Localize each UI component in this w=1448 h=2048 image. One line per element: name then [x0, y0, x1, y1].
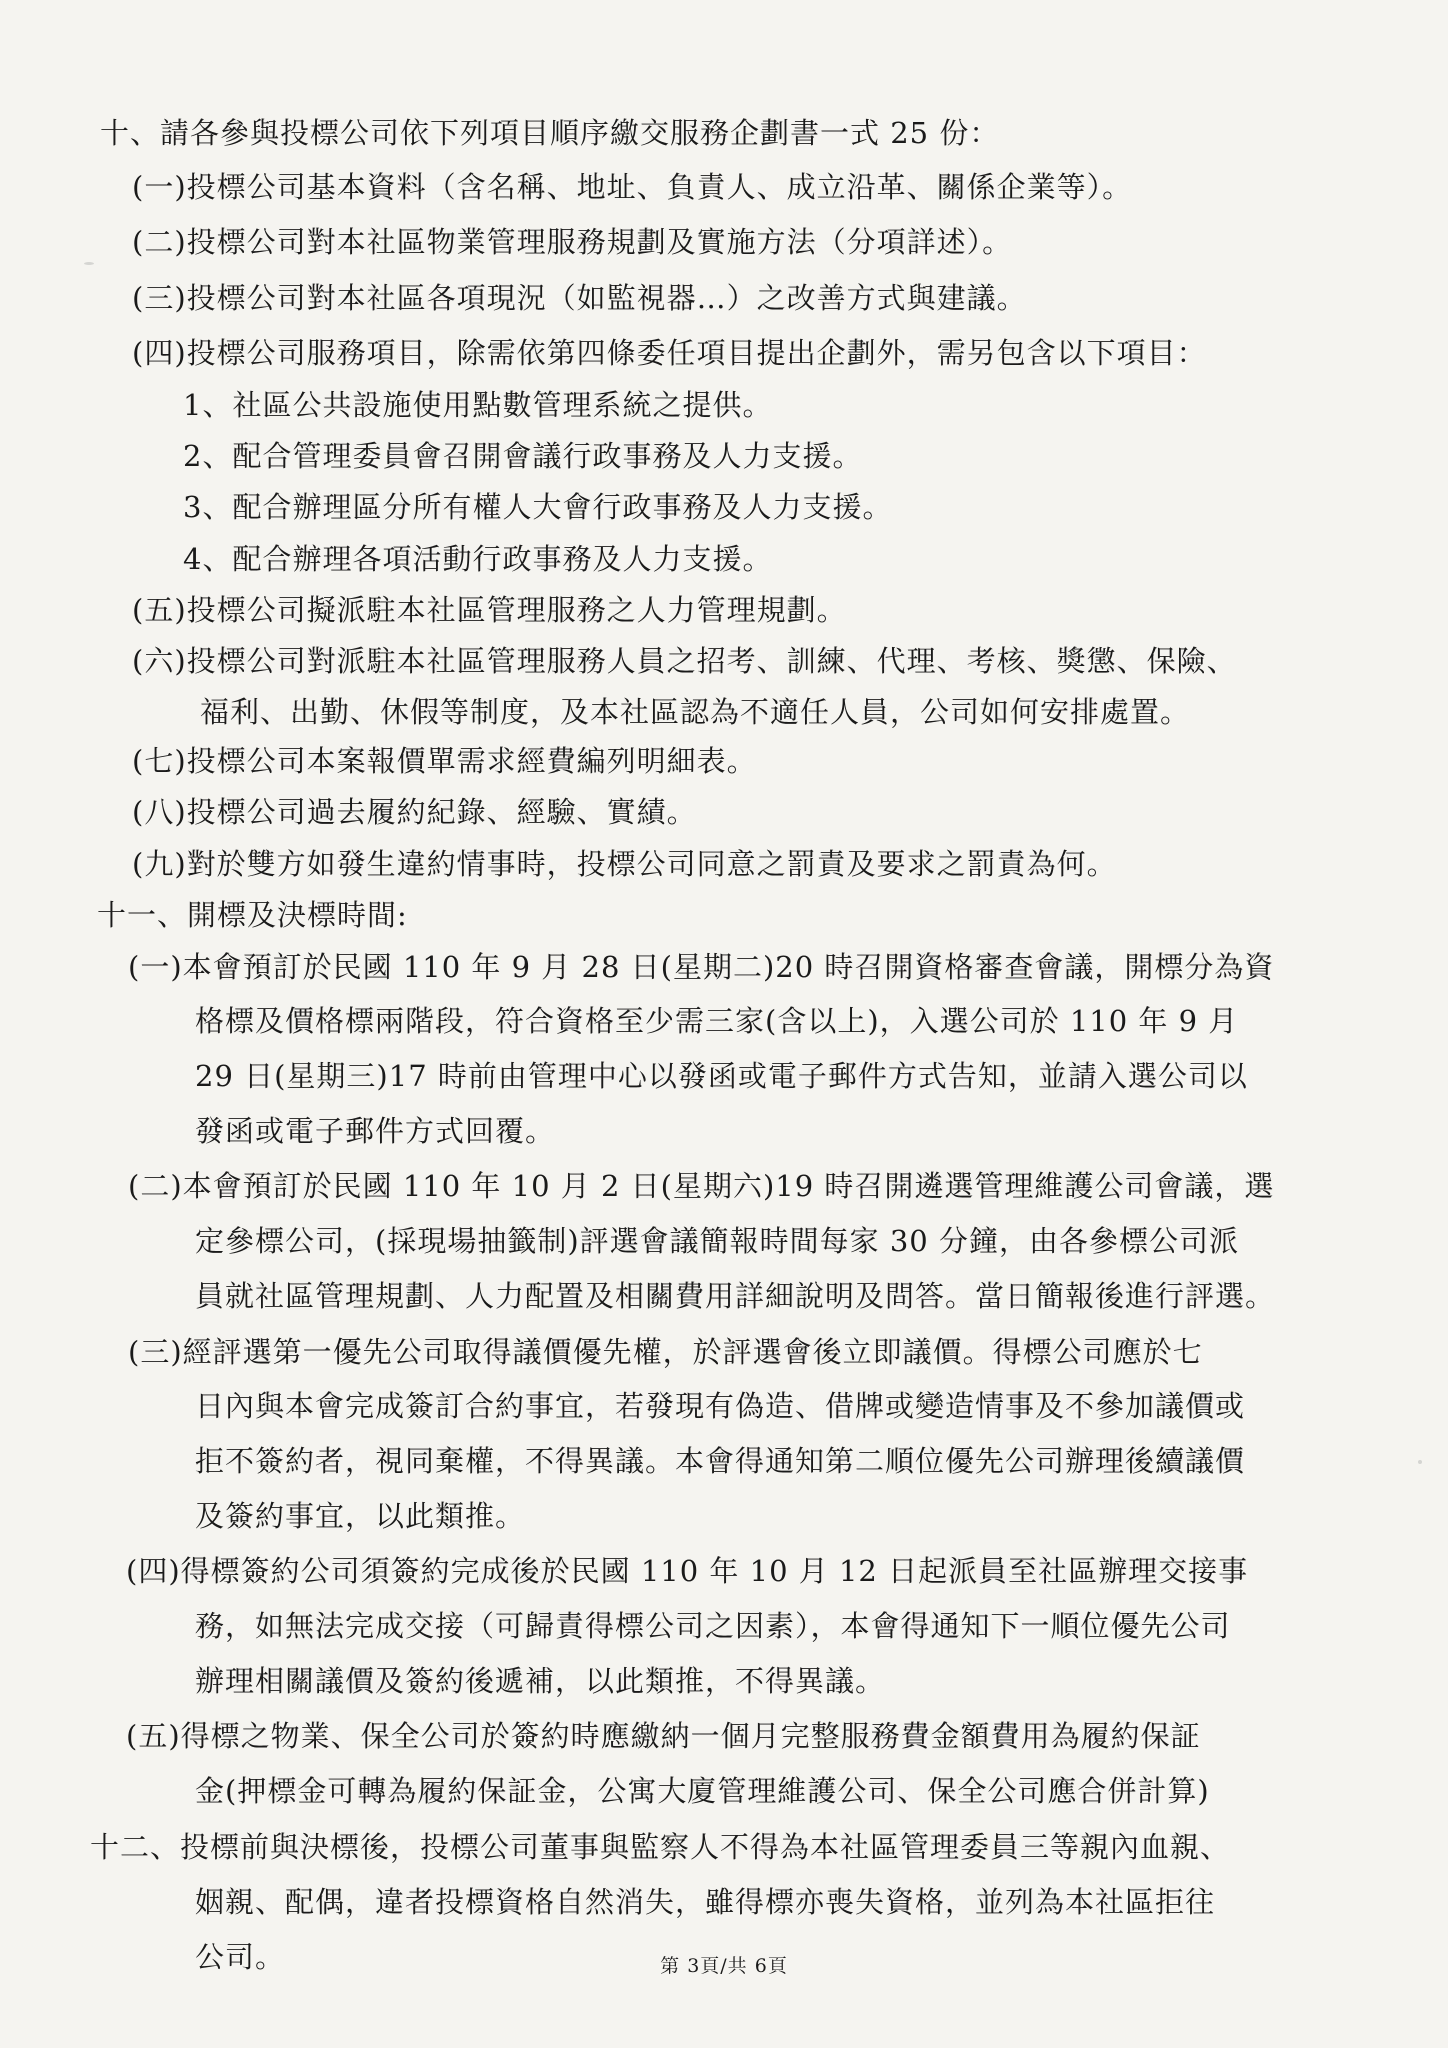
list-item: (二)本會預訂於民國 110 年 10 月 2 日(星期六)19 時召開遴選管理維護公司會議，選 [128, 1169, 1275, 1203]
list-item: (五)得標之物業、保全公司於簽約時應繳納一個月完整服務費金額費用為履約保証 [126, 1719, 1201, 1753]
list-item-continuation: 姻親、配偶，違者投標資格自然消失，雖得標亦喪失資格，並列為本社區拒往 [195, 1885, 1216, 1919]
sub-list-item: 3、配合辦理區分所有權人大會行政事務及人力支援。 [183, 490, 893, 524]
scan-speck [1418, 1460, 1422, 1464]
list-item: (六)投標公司對派駐本社區管理服務人員之招考、訓練、代理、考核、獎懲、保險、 [132, 644, 1237, 678]
list-item-continuation: 日內與本會完成簽訂合約事宜，若發現有偽造、借牌或變造情事及不參加議價或 [195, 1389, 1246, 1423]
list-item-continuation: 員就社區管理規劃、人力配置及相關費用詳細說明及問答。當日簡報後進行評選。 [195, 1279, 1276, 1313]
list-item-continuation: 辦理相關議價及簽約後遞補，以此類推，不得異議。 [195, 1664, 886, 1698]
scan-speck [84, 262, 94, 265]
sub-list-item: 2、配合管理委員會召開會議行政事務及人力支援。 [183, 439, 863, 473]
list-item-continuation: 29 日(星期三)17 時前由管理中心以發函或電子郵件方式告知，並請入選公司以 [195, 1059, 1248, 1093]
section-10-heading: 十、請各參與投標公司依下列項目順序繳交服務企劃書一式 25 份： [100, 116, 1000, 150]
list-item: (二)投標公司對本社區物業管理服務規劃及實施方法（分項詳述）。 [132, 225, 1013, 259]
list-item: (八)投標公司過去履約紀錄、經驗、實績。 [132, 795, 697, 829]
list-item: (四)投標公司服務項目，除需依第四條委任項目提出企劃外，需另包含以下項目： [132, 336, 1207, 370]
list-item: (一)本會預訂於民國 110 年 9 月 28 日(星期二)20 時召開資格審查會議，開標分為資 [128, 950, 1275, 984]
sub-list-item: 4、配合辦理各項活動行政事務及人力支援。 [183, 542, 773, 576]
list-item: (四)得標簽約公司須簽約完成後於民國 110 年 10 月 12 日起派員至社區辦理交接事 [126, 1554, 1249, 1588]
list-item-continuation: 拒不簽約者，視同棄權，不得異議。本會得通知第二順位優先公司辦理後續議價 [195, 1444, 1246, 1478]
list-item: (五)投標公司擬派駐本社區管理服務之人力管理規劃。 [132, 593, 847, 627]
list-item: (九)對於雙方如發生違約情事時，投標公司同意之罰責及要求之罰責為何。 [132, 847, 1117, 881]
list-item: (三)經評選第一優先公司取得議價優先權，於評選會後立即議價。得標公司應於七 [128, 1335, 1203, 1369]
list-item-continuation: 格標及價格標兩階段，符合資格至少需三家(含以上)，入選公司於 110 年 9 月 [195, 1004, 1239, 1038]
list-item: (三)投標公司對本社區各項現況（如監視器…）之改善方式與建議。 [132, 281, 1027, 315]
sub-list-item: 1、社區公共設施使用點數管理系統之提供。 [183, 388, 773, 422]
page-number-text: 第 3頁/共 6頁 [660, 1955, 788, 1977]
list-item-continuation: 福利、出勤、休假等制度，及本社區認為不適任人員，公司如何安排處置。 [200, 695, 1191, 729]
list-item-continuation: 發函或電子郵件方式回覆。 [195, 1114, 556, 1148]
section-12-heading: 十二、投標前與決標後，投標公司董事與監察人不得為本社區管理委員三等親內血親、 [90, 1830, 1231, 1864]
list-item: (七)投標公司本案報價單需求經費編列明細表。 [132, 744, 757, 778]
list-item-continuation: 金(押標金可轉為履約保証金，公寓大廈管理維護公司、保全公司應合併計算) [195, 1774, 1210, 1808]
section-11-heading: 十一、開標及決標時間: [97, 898, 408, 932]
list-item: (一)投標公司基本資料（含名稱、地址、負責人、成立沿革、關係企業等）。 [132, 170, 1133, 204]
page-number [0, 1951, 1448, 1980]
list-item-continuation: 定參標公司，(採現場抽籤制)評選會議簡報時間每家 30 分鐘，由各參標公司派 [195, 1224, 1239, 1258]
list-item-continuation: 及簽約事宜，以此類推。 [195, 1499, 526, 1533]
list-item-continuation: 公司。 [195, 1940, 286, 1974]
list-item-continuation: 務，如無法完成交接（可歸責得標公司之因素），本會得通知下一順位優先公司 [195, 1609, 1231, 1643]
